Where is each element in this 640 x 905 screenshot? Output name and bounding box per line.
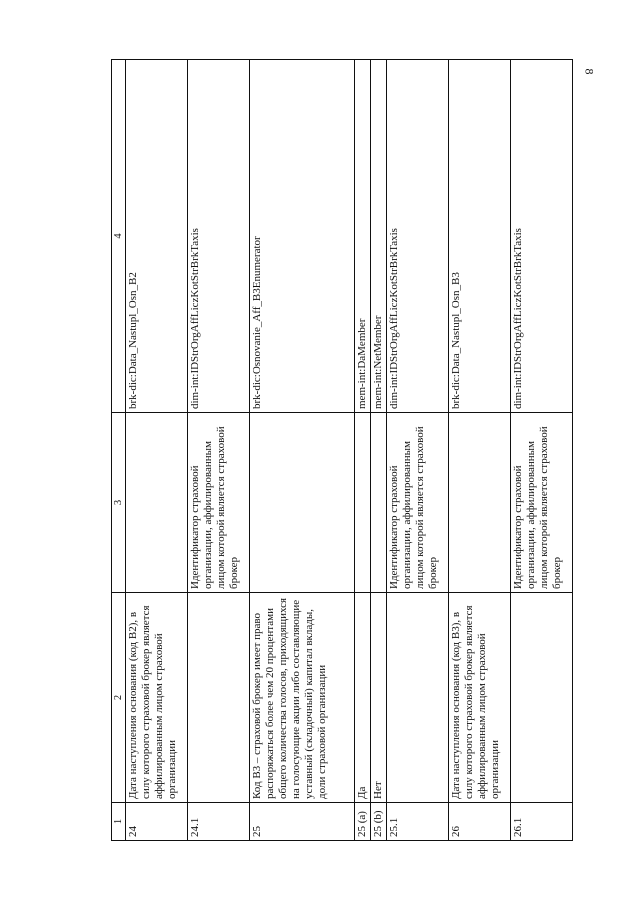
row-name: Код В3 – страховой брокер имеет право распоряжаться более чем 20 процентами общего количества голосов, приходящихся на голосующие акции либо составляющие уставный (складочный) капитал вклады, доли страховой организации [250,593,355,803]
row-type: Идентификатор страховой организации, аффилированным лицом которой является страховой брокер [387,413,449,593]
row-number: 25 (b) [371,803,387,841]
table-row [387,60,449,841]
row-element: mem-int:DaMember [355,60,371,413]
row-element: dim-int:IDStrOrgAffLiczKotStrBrkTaxis [511,60,573,413]
row-number: 25.1 [387,803,449,841]
row-element: brk-dic:Data_Nastupl_Osn_B2 [126,60,188,413]
table-row [250,60,355,841]
table-row [449,60,511,841]
row-number: 26.1 [511,803,573,841]
row-number: 26 [449,803,511,841]
row-type [355,413,371,593]
row-type [449,413,511,593]
row-name: Дата наступления основания (код В3), в силу которого страховой брокер является аффилированным лицом страховой организации [449,593,511,803]
row-number: 24 [126,803,188,841]
row-name [188,593,250,803]
table-row [371,60,387,841]
page-number: 8 [582,68,597,75]
row-element: brk-dic:Osnovanie_Aff_B3Enumerator [250,60,355,413]
row-name: Да [355,593,371,803]
table-row [355,60,371,841]
data-table [111,59,573,841]
row-type [126,413,188,593]
row-type: Идентификатор страховой организации, аффилированным лицом которой является страховой брокер [188,413,250,593]
table-row [188,60,250,841]
row-number: 25 [250,803,355,841]
row-name: Дата наступления основания (код В2), в силу которого страховой брокер является аффилированным лицом страховой организации [126,593,188,803]
row-type [371,413,387,593]
row-name: Нет [371,593,387,803]
row-name [511,593,573,803]
row-element: dim-int:IDStrOrgAffLiczKotStrBrkTaxis [188,60,250,413]
row-number: 25 (a) [355,803,371,841]
row-element: mem-int:NetMember [371,60,387,413]
row-element: brk-dic:Data_Nastupl_Osn_B3 [449,60,511,413]
table-container [111,60,564,841]
header-cell: 3 [112,413,126,593]
header-cell: 4 [112,60,126,413]
table-row [511,60,573,841]
row-type: Идентификатор страховой организации, аффилированным лицом которой является страховой брокер [511,413,573,593]
row-name [387,593,449,803]
table-header-row [112,60,126,841]
header-cell: 2 [112,593,126,803]
row-type [250,413,355,593]
row-element: dim-int:IDStrOrgAffLiczKotStrBrkTaxis [387,60,449,413]
header-cell: 1 [112,803,126,841]
table-row [126,60,188,841]
row-number: 24.1 [188,803,250,841]
